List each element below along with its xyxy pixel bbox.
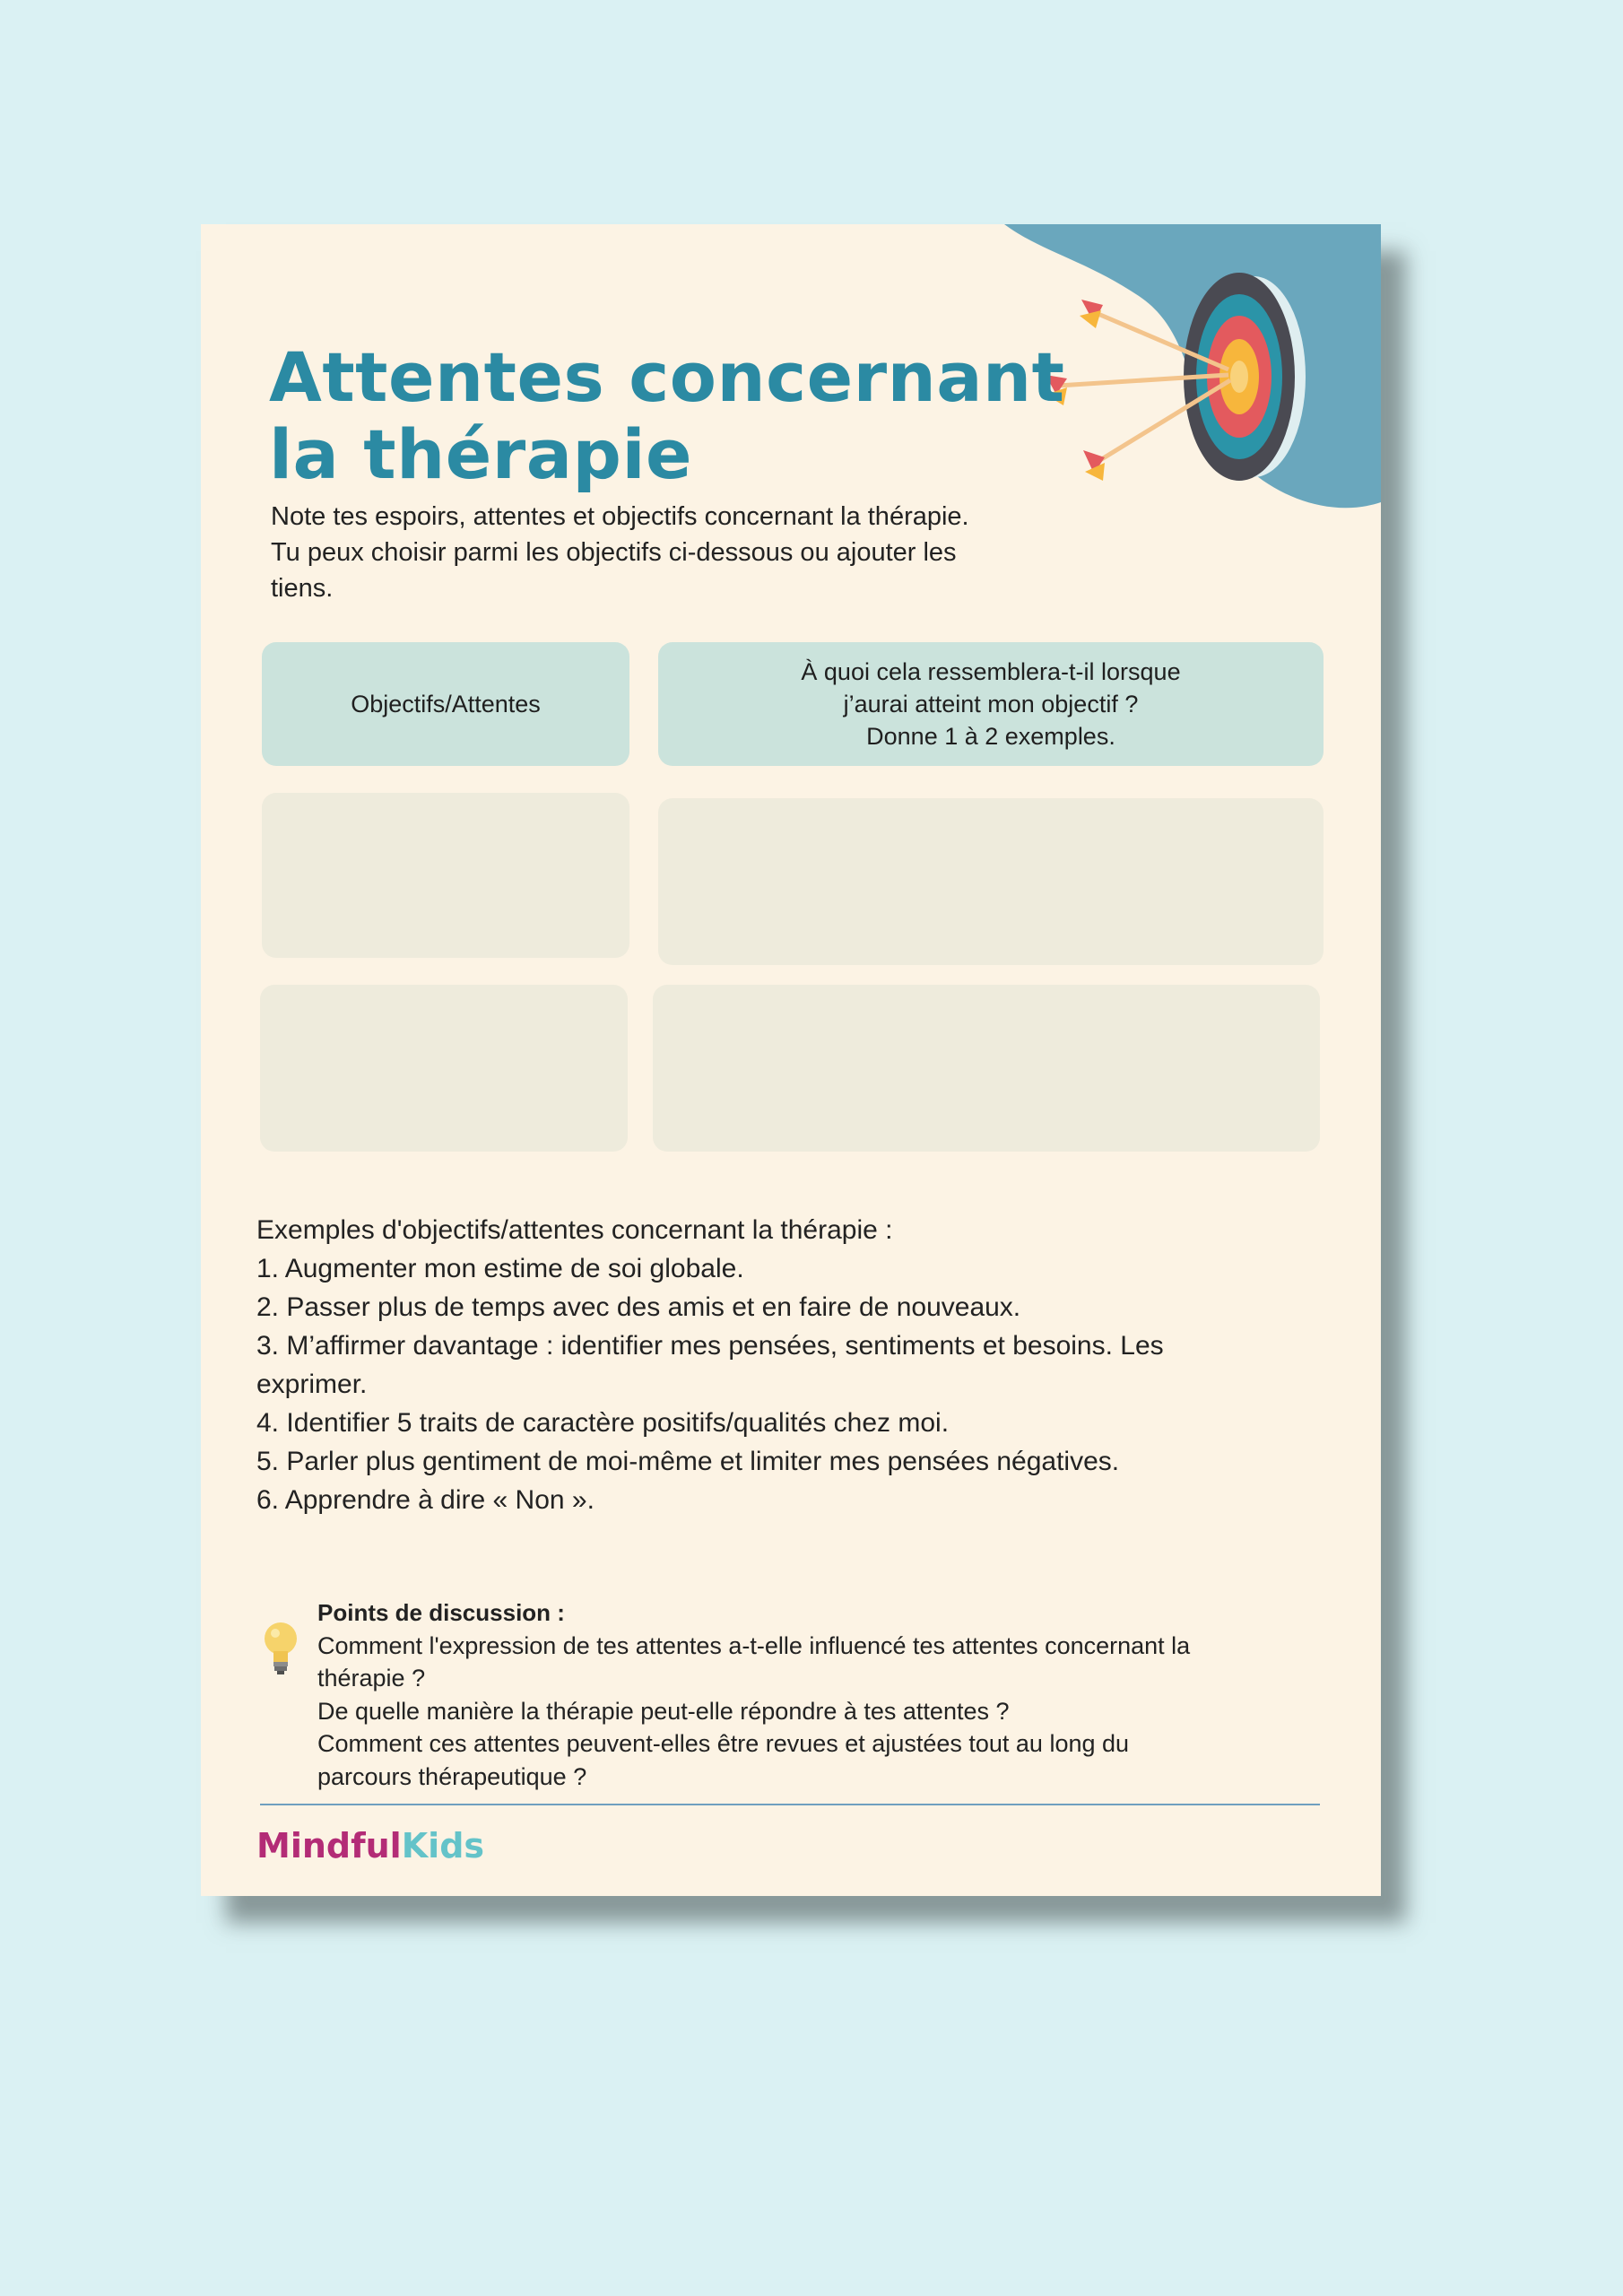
list-item: 5. Parler plus gentiment de moi-même et limiter mes pensées négatives. xyxy=(256,1447,1120,1476)
intro-line-2: Tu peux choisir parmi les objectifs ci-dessous ou ajouter les xyxy=(271,538,957,567)
list-item: 3. M’affirmer davantage : identifier mes pensées, sentiments et besoins. Les xyxy=(256,1331,1164,1361)
worksheet-page xyxy=(201,224,1381,1896)
intro-line-1: Note tes espoirs, attentes et objectifs concernant la thérapie. xyxy=(271,502,969,531)
mindfulkids-logo xyxy=(256,1826,484,1866)
list-item: 1. Augmenter mon estime de soi globale. xyxy=(256,1254,744,1283)
goal-input-box-1[interactable] xyxy=(262,793,629,958)
title-line-1: Attentes concernant xyxy=(269,337,1065,417)
intro-line-3: tiens. xyxy=(271,574,334,603)
outcome-header-text xyxy=(801,656,1180,752)
discussion-line: Comment ces attentes peuvent-elles être revues et ajustées tout au long du xyxy=(317,1730,1130,1757)
outcome-header-line-1: À quoi cela ressemblera-t-il lorsque xyxy=(801,658,1181,685)
lightbulb-icon xyxy=(260,1619,301,1676)
list-item: exprimer. xyxy=(256,1370,368,1399)
goal-input-box-2[interactable] xyxy=(260,985,628,1152)
outcome-header-line-3: Donne 1 à 2 exemples. xyxy=(866,723,1115,750)
intro-text xyxy=(271,499,1096,606)
discussion-line: thérapie ? xyxy=(317,1665,426,1692)
list-item: 4. Identifier 5 traits de caractère positifs/qualités chez moi. xyxy=(256,1408,950,1438)
goals-column-header xyxy=(262,642,629,766)
list-item: 2. Passer plus de temps avec des amis et en faire de nouveaux. xyxy=(256,1292,1021,1322)
title-line-2: la thérapie xyxy=(269,414,693,494)
discussion-title: Points de discussion : xyxy=(317,1599,565,1626)
discussion-line: De quelle manière la thérapie peut-elle répondre à tes attentes ? xyxy=(317,1697,1010,1725)
examples-list xyxy=(256,1211,1332,1519)
outcome-input-box-1[interactable] xyxy=(658,798,1324,965)
outcome-input-box-2[interactable] xyxy=(653,985,1320,1152)
goals-header-label: Objectifs/Attentes xyxy=(351,691,541,718)
logo-part-1: Mindful xyxy=(256,1826,402,1866)
examples-heading: Exemples d'objectifs/attentes concernant la thérapie : xyxy=(256,1215,893,1245)
target-icon xyxy=(1040,260,1327,493)
discussion-line: Comment l'expression de tes attentes a-t-elle influencé tes attentes concernant la xyxy=(317,1631,1191,1659)
discussion-points xyxy=(317,1596,1340,1793)
outcome-column-header xyxy=(658,642,1324,766)
divider xyxy=(260,1804,1320,1805)
list-item: 6. Apprendre à dire « Non ». xyxy=(256,1485,595,1515)
logo-part-2: Kids xyxy=(401,1826,485,1866)
page-title xyxy=(269,339,1076,493)
discussion-line: parcours thérapeutique ? xyxy=(317,1762,587,1790)
outcome-header-line-2: j’aurai atteint mon objectif ? xyxy=(843,691,1139,718)
